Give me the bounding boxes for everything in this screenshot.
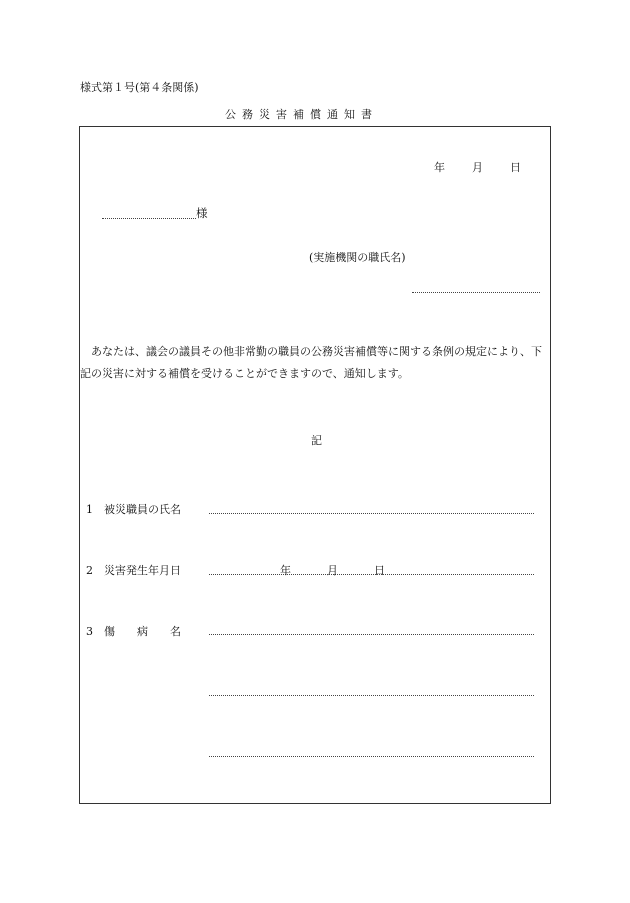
date-month-label: 月 [472,161,483,174]
incident-day-label: 日 [374,564,385,577]
notice-body: あなたは、議会の議員その他非常勤の職員の公務災害補償等に関する条例の規定により、下記の災害に対する補償を受けることができますので、通知します。 [80,345,542,380]
injured-name-field[interactable] [209,513,534,514]
item-injured-name-label: 1 被災職員の氏名 [86,503,181,516]
notice-date [434,159,521,175]
document-title: 公務災害補償通知書 [225,108,378,121]
form-frame [79,126,551,804]
date-day-label: 日 [510,161,521,174]
addressee-name-field[interactable] [102,218,196,219]
date-year-label: 年 [434,161,445,174]
agency-name-field[interactable] [412,292,540,293]
item-incident-date-label: 2 災害発生年月日 [86,564,181,577]
injury-name-field-1[interactable] [209,634,534,635]
incident-date-parts [280,562,385,578]
incident-month-label: 月 [327,564,338,577]
item-injury-name-label: 3 傷 病 名 [86,625,181,638]
injury-name-field-3[interactable] [209,756,534,757]
record-mark: 記 [311,434,322,447]
form-number: 様式第１号(第４条関係) [80,81,199,94]
injury-name-field-2[interactable] [209,695,534,696]
agency-label: (実施機関の職氏名) [309,251,406,264]
incident-year-label: 年 [280,564,291,577]
addressee-suffix: 様 [196,206,208,220]
